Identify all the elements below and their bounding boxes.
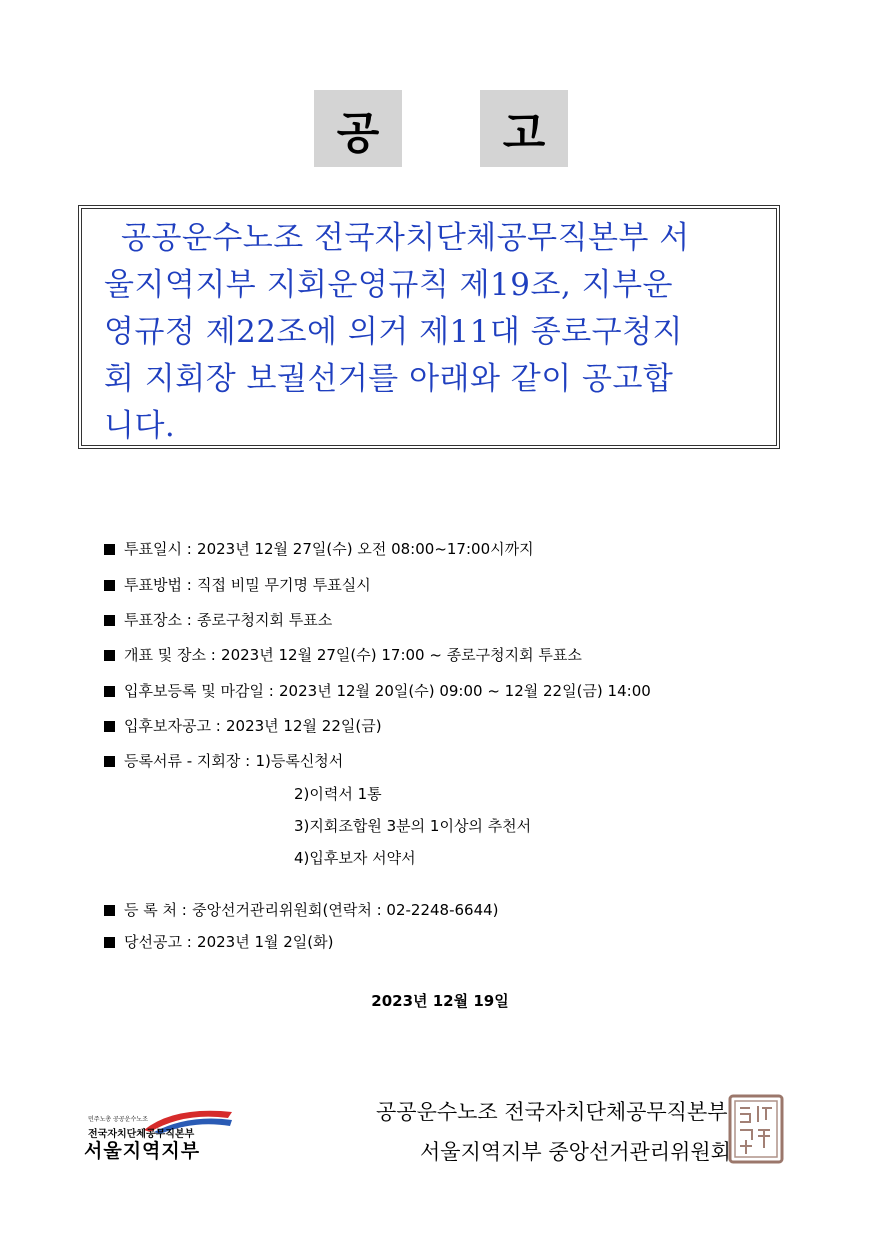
item-registration-office	[104, 899, 499, 920]
title-char-1: 공	[336, 107, 380, 159]
item-label: 입후보자공고 :	[124, 717, 221, 735]
item-label: 개표 및 장소 :	[124, 646, 216, 664]
announcement-date: 2023년 12월 19일	[371, 992, 509, 1010]
title-char-box-1	[314, 90, 402, 167]
item-label: 당선공고 :	[124, 933, 192, 951]
union-logo-icon	[84, 1104, 234, 1164]
black-square-icon	[104, 650, 115, 661]
black-square-icon	[104, 686, 115, 697]
item-vote-place	[104, 609, 332, 630]
org-line-1: 공공운수노조 전국자치단체공무직본부	[376, 1100, 728, 1124]
item-value: 2023년 1월 2일(화)	[197, 933, 334, 951]
item-vote-method	[104, 574, 371, 595]
document-item-2: 2)이력서 1통	[294, 785, 382, 803]
item-winner-announcement	[104, 931, 334, 952]
logo-small-text: 민주노총 공공운수노조	[88, 1116, 148, 1123]
black-square-icon	[104, 544, 115, 555]
black-square-icon	[104, 580, 115, 591]
notice-line-1: 공공운수노조 전국자치단체공무직본부 서	[121, 220, 690, 256]
item-label: 투표장소 :	[124, 611, 192, 629]
item-label: 입후보등록 및 마감일 :	[124, 682, 274, 700]
item-value: 2023년 12월 27일(수) 17:00 ~ 종로구청지회 투표소	[221, 646, 582, 664]
org-line-2: 서울지역지부 중앙선거관리위원회	[420, 1140, 731, 1164]
logo-mid-text: 전국자치단체공무직본부	[88, 1129, 195, 1140]
official-seal-icon	[728, 1094, 784, 1164]
title-char-box-2	[480, 90, 568, 167]
item-value: 종로구청지회 투표소	[197, 611, 333, 629]
document-item-4: 4)입후보자 서약서	[294, 849, 416, 867]
item-candidate-announcement	[104, 715, 382, 736]
item-vote-datetime	[104, 538, 534, 559]
black-square-icon	[104, 756, 115, 767]
item-candidate-registration	[104, 680, 651, 701]
item-label: 등 록 처 :	[124, 901, 187, 919]
item-registration-documents	[104, 750, 343, 771]
item-value: 2023년 12월 22일(금)	[226, 717, 382, 735]
logo-big-text: 서울지역지부	[84, 1140, 201, 1162]
title-char-2: 고	[502, 107, 546, 159]
black-square-icon	[104, 937, 115, 948]
document-item-3: 3)지회조합원 3분의 1이상의 추천서	[294, 817, 532, 835]
item-label: 투표일시 :	[124, 540, 192, 558]
item-value: 1)등록신청서	[255, 752, 344, 770]
notice-line-2: 울지역지부 지회운영규칙 제19조, 지부운	[104, 267, 673, 303]
black-square-icon	[104, 615, 115, 626]
item-counting	[104, 644, 582, 665]
item-label: 투표방법 :	[124, 576, 192, 594]
notice-line-5: 니다.	[104, 408, 176, 444]
item-value: 직접 비밀 무기명 투표실시	[197, 576, 371, 594]
notice-line-4: 회 지회장 보궐선거를 아래와 같이 공고합	[104, 361, 674, 397]
item-label: 등록서류 - 지회장 :	[124, 752, 251, 770]
black-square-icon	[104, 905, 115, 916]
item-value: 2023년 12월 20일(수) 09:00 ~ 12월 22일(금) 14:00	[279, 682, 651, 700]
notice-line-3: 영규정 제22조에 의거 제11대 종로구청지	[104, 314, 683, 350]
notice-box	[78, 205, 780, 449]
item-value: 2023년 12월 27일(수) 오전 08:00~17:00시까지	[197, 540, 534, 558]
black-square-icon	[104, 721, 115, 732]
item-value: 중앙선거관리위원회(연락처 : 02-2248-6644)	[192, 901, 499, 919]
